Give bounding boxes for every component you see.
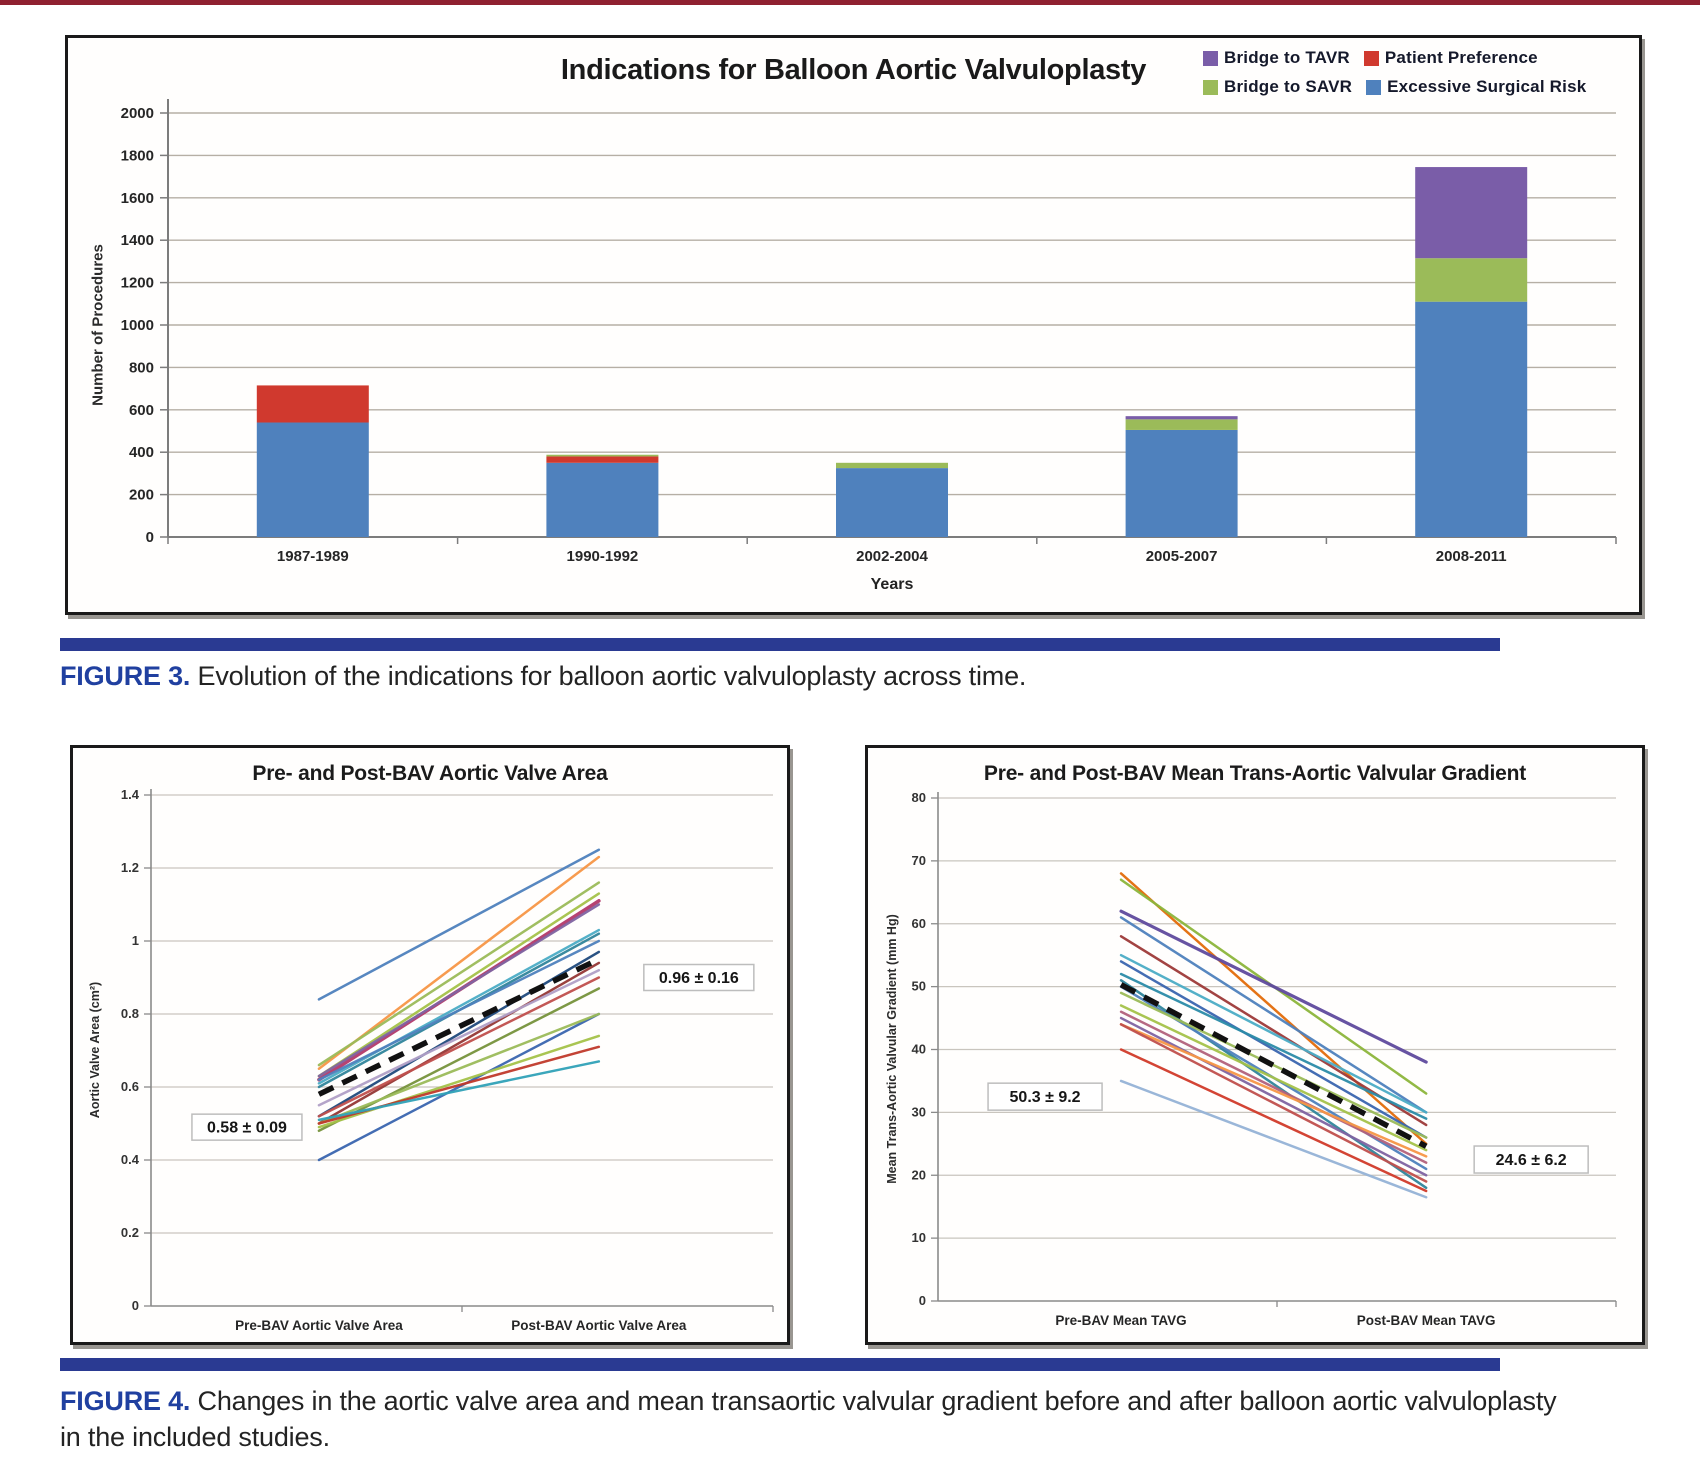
- y-tick-label: 1000: [120, 317, 154, 334]
- study-line: [319, 978, 599, 1117]
- y-tick-label: 40: [911, 1041, 926, 1057]
- figure4-caption: [60, 1383, 1560, 1455]
- figure4-left-chart-title: Pre- and Post-BAV Aortic Valve Area: [252, 762, 608, 785]
- bar-segment-bridge-to-tavr: [1126, 416, 1238, 419]
- y-tick-label: 0.8: [120, 1006, 139, 1021]
- study-line: [1121, 1005, 1426, 1150]
- y-tick-label: 1.2: [120, 860, 139, 875]
- legend-label: Bridge to TAVR: [1224, 48, 1350, 67]
- y-tick-label: 30: [911, 1104, 926, 1120]
- legend-label: Excessive Surgical Risk: [1387, 77, 1587, 96]
- figure4-left-chart-panel: [70, 745, 790, 1345]
- y-tick-label: 20: [911, 1167, 926, 1183]
- y-tick-label: 400: [128, 444, 154, 462]
- figure3-chart-title: Indications for Balloon Aortic Valvuloplasty: [560, 54, 1147, 86]
- y-tick-label: 1.4: [120, 787, 139, 802]
- bar-segment-patient-preference: [257, 385, 369, 422]
- figure4-right-chart-title: Pre- and Post-BAV Mean Trans-Aortic Valvular Gradient: [983, 762, 1527, 785]
- figure3-x-axis-label: Years: [870, 576, 914, 593]
- y-tick-label: 200: [128, 486, 154, 504]
- y-tick-label: 1600: [120, 189, 154, 207]
- figure3-chart-panel: [65, 35, 1642, 615]
- y-tick-label: 10: [911, 1230, 926, 1246]
- figure4-right-slope-chart: [868, 748, 1642, 1342]
- study-line: [319, 963, 599, 1124]
- figure4-caption-label: FIGURE 4.: [60, 1386, 191, 1416]
- annotation-value: 24.6 ± 6.2: [1495, 1152, 1567, 1170]
- x-category-label: 2005-2007: [1145, 548, 1218, 565]
- annotation-value: 0.58 ± 0.09: [206, 1119, 287, 1137]
- x-category-label: Pre-BAV Aortic Valve Area: [235, 1318, 403, 1333]
- y-tick-label: 1: [131, 933, 139, 948]
- legend-label: Patient Preference: [1384, 48, 1538, 67]
- figure4-caption-text: Changes in the aortic valve area and mean transaortic valvular gradient before and after balloon aortic valvuloplasty in the included studies.: [60, 1386, 1557, 1452]
- figure3-caption: [60, 658, 1640, 694]
- study-line: [319, 1014, 599, 1124]
- y-tick-label: 1800: [120, 147, 154, 165]
- figure3-caption-label: FIGURE 3.: [60, 661, 191, 691]
- figure4-left-slope-chart: [73, 748, 787, 1342]
- y-tick-label: 800: [128, 359, 154, 377]
- x-category-label: Pre-BAV Mean TAVG: [1055, 1313, 1187, 1328]
- bar-segment-bridge-to-tavr: [1415, 167, 1527, 258]
- figure4-right-y-axis-label: Mean Trans-Aortic Valvular Gradient (mm Hg): [885, 914, 899, 1184]
- x-category-label: 2002-2004: [856, 548, 928, 565]
- bar-segment-bridge-to-savr: [1126, 419, 1238, 430]
- y-tick-label: 600: [128, 401, 154, 419]
- bar-segment-excessive-surgical-risk: [1126, 430, 1238, 537]
- figure3-caption-text: Evolution of the indications for balloon aortic valvuloplasty across time.: [197, 661, 1027, 691]
- figure3-divider-rule: [60, 638, 1500, 651]
- y-tick-label: 0: [131, 1298, 139, 1313]
- x-category-label: Post-BAV Mean TAVG: [1356, 1313, 1496, 1328]
- bar-segment-bridge-to-savr: [836, 463, 948, 468]
- annotation-value: 50.3 ± 9.2: [1009, 1089, 1081, 1107]
- figure4-left-y-axis-label: Aortic Valve Area (cm²): [88, 981, 102, 1119]
- y-tick-label: 0.6: [120, 1079, 139, 1094]
- y-tick-label: 60: [911, 915, 926, 931]
- x-category-label: Post-BAV Aortic Valve Area: [511, 1318, 687, 1333]
- x-category-label: 1990-1992: [566, 548, 639, 565]
- figure3-y-axis-label: Number of Procedures: [89, 244, 107, 406]
- y-tick-label: 1200: [120, 274, 154, 292]
- annotation-value: 0.96 ± 0.16: [658, 970, 739, 987]
- y-tick-label: 2000: [120, 105, 154, 122]
- figure4-divider-rule: [60, 1358, 1500, 1371]
- legend-label: Bridge to SAVR: [1224, 77, 1353, 96]
- y-tick-label: 0: [145, 529, 154, 546]
- bar-segment-bridge-to-savr: [1415, 258, 1527, 301]
- bar-segment-excessive-surgical-risk: [1415, 302, 1527, 537]
- figure4-right-chart-panel: [865, 745, 1645, 1345]
- figure3-bar-chart: [68, 38, 1639, 612]
- bar-segment-excessive-surgical-risk: [836, 468, 948, 537]
- y-tick-label: 0.4: [120, 1152, 139, 1167]
- y-tick-label: 70: [911, 852, 926, 868]
- bar-segment-patient-preference: [546, 456, 658, 462]
- y-tick-label: 1400: [120, 232, 154, 250]
- bar-segment-excessive-surgical-risk: [257, 423, 369, 537]
- y-tick-label: 0.2: [120, 1225, 139, 1240]
- y-tick-label: 50: [911, 978, 926, 994]
- x-category-label: 1987-1989: [276, 548, 349, 565]
- x-category-label: 2008-2011: [1435, 548, 1507, 565]
- study-line: [1121, 1024, 1426, 1156]
- page-top-rule: [0, 0, 1700, 5]
- y-tick-label: 0: [918, 1293, 926, 1308]
- bar-segment-bridge-to-savr: [546, 455, 658, 457]
- bar-segment-excessive-surgical-risk: [546, 463, 658, 537]
- mean-dashed-line: [319, 959, 599, 1094]
- y-tick-label: 80: [911, 790, 926, 805]
